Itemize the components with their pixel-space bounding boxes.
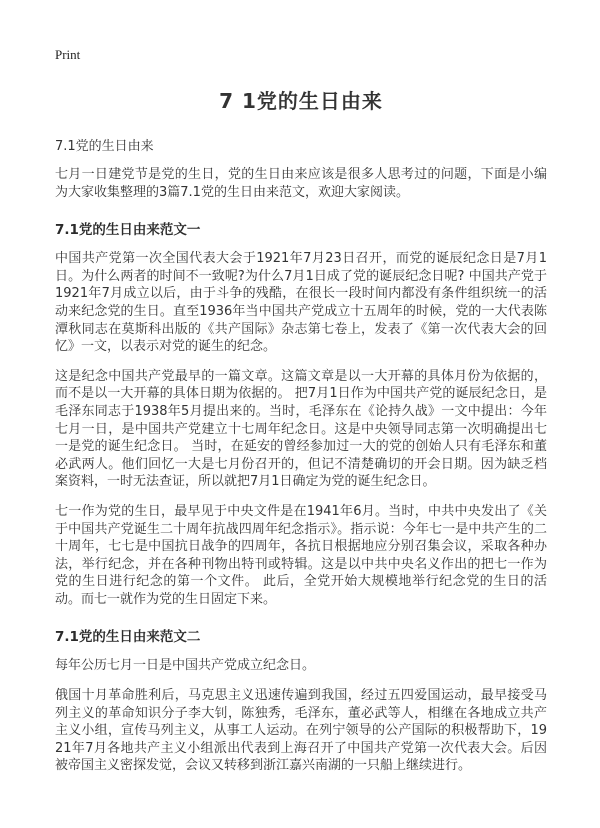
section-2-heading: 7.1党的生日由来范文二 [55,629,201,646]
section-1-paragraph-2: 这是纪念中国共产党最早的一篇文章。这篇文章是以一大开幕的具体月份为依据的，而不是以一大开幕的具体日期为依据的。 把7月1日作为中国共产党的诞辰纪念日，是毛泽东同志于1938年5月提出来的。当时，毛泽东在《论持久战》一文中提出：今年七月一日，是中国共产党建立十七周年纪念日。这是中央领导同志第一次明确提出七一是党的诞生纪念日。 当时，在延安的曾经参加过一大的党的创始人只有毛泽东和董必武两人。他们回忆一大是七月份召开的，但记不清楚确切的开会日期。因为缺乏档案资料，一时无法查证，所以就把7月1日确定为党的诞生纪念日。 [55,368,547,490]
section-2-paragraph-2: 俄国十月革命胜利后，马克思主义迅速传遍到我国，经过五四爱国运动，最早接受马列主义的革命知识分子李大钊，陈独秀，毛泽东，董必武等人，相继在各地成立共产主义小组，宣传马列主义，从事工人运动。在列宁领导的公产国际的积极帮助下，1921年7月各地共产主义小组派出代表到上海召开了中国共产党第一次代表大会。后因被帝国主义密探发觉，会议又转移到浙江嘉兴南湖的一只船上继续进行。 [55,688,547,774]
section-2-paragraph-1: 每年公历七月一日是中国共产党成立纪念日。 [55,658,316,674]
document-subtitle: 7.1党的生日由来 [55,139,154,154]
section-1-paragraph-3: 七一作为党的生日，最早见于中央文件是在1941年6月。当时，中共中央发出了《关于中国共产党诞生二十周年抗战四周年纪念指示》。指示说：今年七一是中共产生的二十周年，七七是中国抗日战争的四周年，各抗日根据地应分别召集会议，采取各种办法，举行纪念，并在各种刊物出特刊或特辑。这是以中共中央名义作出的把七一作为党的生日进行纪念的第一个文件。 此后，全党开始大规模地举行纪念党的生日的活动。而七一就作为党的生日固定下来。 [55,503,547,607]
print-button[interactable]: Print [55,47,81,62]
page-title: 7 1党的生日由来 [219,89,383,113]
section-1-paragraph-1: 中国共产党第一次全国代表大会于1921年7月23日召开，而党的诞辰纪念日是7月1日。为什么两者的时间不一致呢?为什么7月1日成了党的诞辰纪念日呢? 中国共产党于1921年7月成立以后，由于斗争的残酷，在很长一段时间内都没有条件组织统一的活动来纪念党的生日。直至1936年当中国共产党成立十五周年的时候，党的一大代表陈潭秋同志在莫斯科出版的《共产国际》杂志第七卷上，发表了《第一次代表大会的回忆》一文，以表示对党的诞生的纪念。 [55,251,547,355]
section-1-heading: 7.1党的生日由来范文一 [55,222,201,239]
intro-paragraph: 七月一日建党节是党的生日，党的生日由来应该是很多人思考过的问题，下面是小编为大家收集整理的3篇7.1党的生日由来范文，欢迎大家阅读。 [55,167,547,200]
